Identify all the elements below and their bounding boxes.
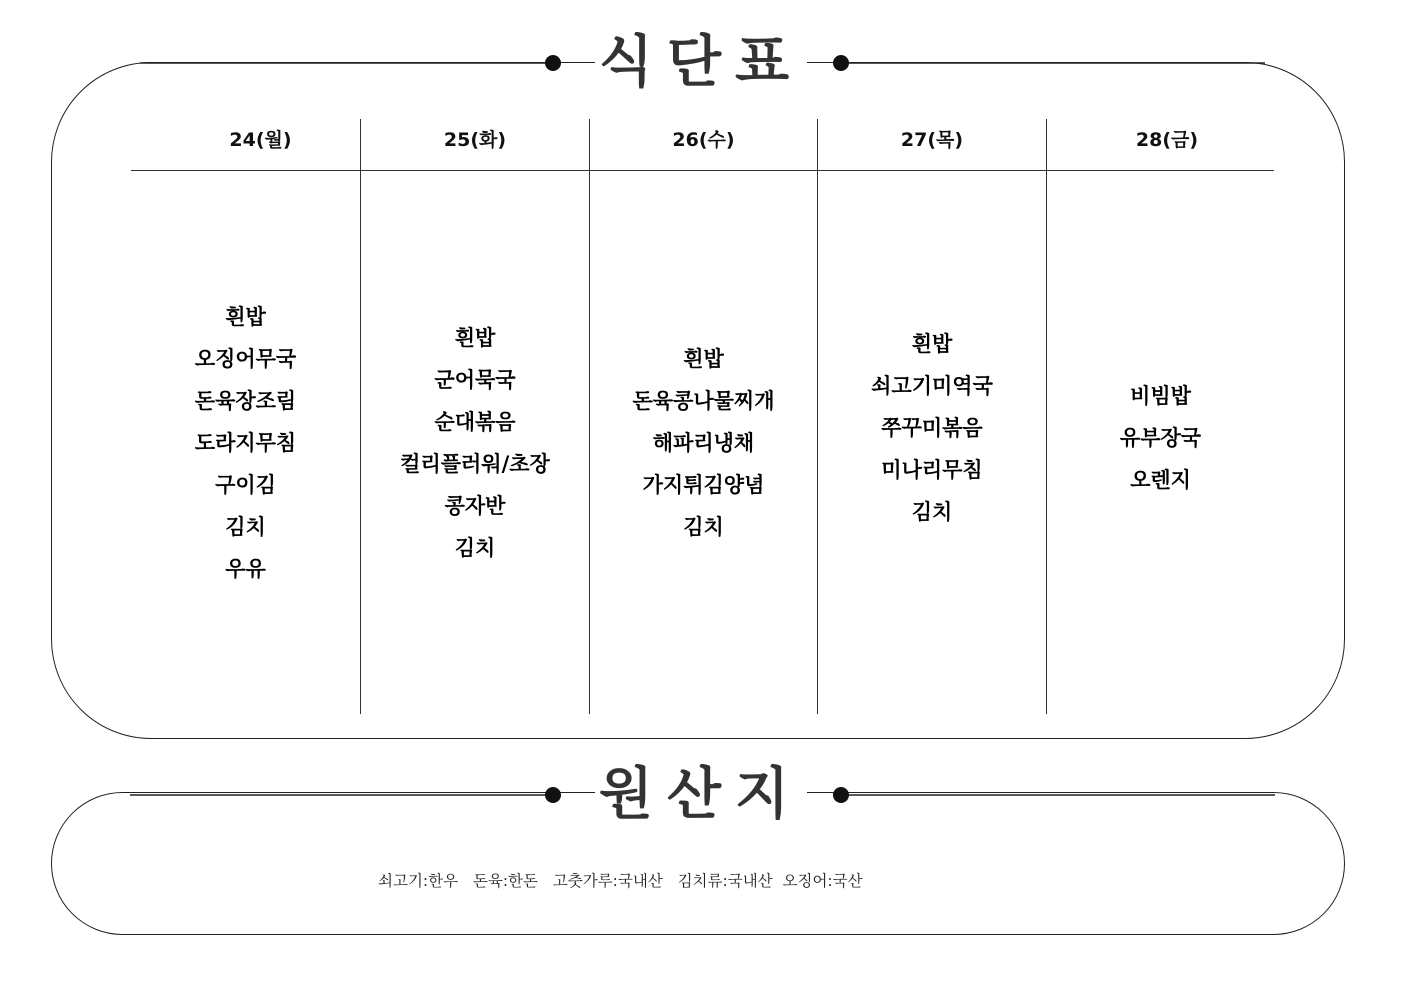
menu-item: 김치: [225, 514, 266, 539]
menu-item: 군어묵국: [434, 367, 516, 392]
day-menu-tue: [361, 175, 589, 710]
menu-item: 흰밥: [911, 331, 953, 356]
day-menu-fri: [1047, 170, 1274, 705]
menu-item: 쭈꾸미볶음: [881, 415, 983, 440]
menu-item: 오징어무국: [194, 346, 297, 371]
day-menu-wed: [590, 175, 817, 710]
menu-item: 비빔밥: [1130, 383, 1191, 408]
menu-item: 김치: [454, 535, 496, 560]
day-header-tue: 25(화): [443, 129, 507, 151]
menu-item: 돈육콩나물찌개: [632, 388, 775, 413]
menu-item: 쇠고기미역국: [871, 373, 993, 398]
day-header-fri: 28(금): [1135, 129, 1199, 151]
menu-item: 구이김: [215, 472, 276, 497]
menu-item: 김치: [911, 499, 953, 524]
origin-text: 쇠고기:한우 돈육:한돈 고춧가루:국내산 김치류:국내산 오징어:국산: [378, 872, 863, 890]
menu-item: 해파리냉채: [652, 430, 755, 455]
title-dot-right: [833, 55, 849, 71]
title-dot-left: [545, 55, 561, 71]
day-menu-mon: [131, 175, 360, 710]
origin-title: 원산지: [595, 765, 807, 825]
menu-item: 우유: [225, 556, 266, 581]
menu-item: 흰밥: [454, 325, 496, 350]
title-rule-left: [140, 62, 550, 66]
menu-item: 순대볶음: [434, 409, 516, 434]
menu-title: 식단표: [595, 33, 807, 93]
menu-item: 돈육장조림: [194, 388, 297, 413]
menu-item: 미나리무침: [881, 457, 983, 482]
menu-item: 콩자반: [444, 493, 506, 518]
day-header-mon: 24(월): [229, 129, 292, 151]
menu-title-band: [0, 30, 1403, 95]
day-menu-thu: [818, 160, 1046, 695]
menu-item: 도라지무침: [194, 430, 297, 455]
menu-item: 유부장국: [1119, 425, 1202, 450]
title-dot-right: [833, 787, 849, 803]
menu-item: 김치: [683, 514, 724, 539]
menu-item: 가지튀김양념: [642, 472, 765, 497]
title-rule-left: [130, 794, 550, 798]
menu-item: 컬리플러워/초장: [400, 451, 550, 476]
day-header-thu: 27(목): [900, 129, 964, 151]
day-header-wed: 26(수): [672, 129, 735, 151]
title-rule-right: [845, 62, 1265, 66]
title-rule-right: [845, 794, 1275, 798]
origin-title-band: [0, 762, 1403, 827]
menu-item: 흰밥: [683, 346, 724, 371]
menu-item: 흰밥: [225, 304, 266, 329]
title-dot-left: [545, 787, 561, 803]
menu-item: 오렌지: [1130, 467, 1191, 492]
